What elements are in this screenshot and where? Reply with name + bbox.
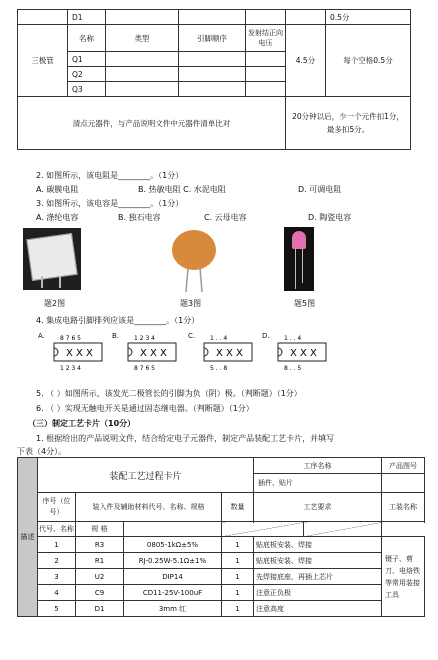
d1-cell: D1 bbox=[68, 10, 106, 25]
table-row: 4 C9 CD11-25V-100uF 1 注意正负极 bbox=[18, 585, 425, 601]
col-type: 类型 bbox=[106, 25, 179, 52]
svg-text:8 . . 5: 8 . . 5 bbox=[284, 365, 302, 372]
subhead-spec: 规 格 bbox=[76, 522, 124, 537]
tool-header: 工装名称 bbox=[382, 493, 425, 522]
row-q1: Q1 bbox=[68, 52, 106, 67]
desc-label: 描述 bbox=[18, 458, 38, 617]
cement-resistor-image bbox=[23, 228, 81, 290]
question-2-options bbox=[36, 184, 341, 195]
subhead-blank bbox=[222, 522, 304, 537]
row-q3: Q3 bbox=[68, 82, 106, 97]
score-transistor: 4.5分 bbox=[286, 25, 326, 97]
seq-header: 序号（位号） bbox=[38, 493, 76, 522]
svg-text:X X X: X X X bbox=[66, 348, 93, 359]
table-row: 5 D1 3mm 红 1 注意高度 bbox=[18, 601, 425, 617]
question-5: 5. （ ）如图所示，该发光二极管长的引脚为负（阴）极。（判断题）（1分） bbox=[36, 389, 302, 398]
tools-cell: 镊子、剪刀、电烙铁等常用装接工具 bbox=[382, 537, 425, 617]
qty-header: 数量 bbox=[222, 493, 254, 522]
col-pin: 引脚顺序 bbox=[179, 25, 246, 52]
proc-name-value: 插件、贴片 bbox=[254, 474, 382, 493]
section-3-heading: （三）制定工艺卡片（10分） bbox=[28, 419, 136, 428]
check-text: 清点元器件，与产品说明文件中元器件清单比对 bbox=[18, 97, 286, 150]
table-row: 3 U2 DIP14 1 先焊接底座，再插上芯片 bbox=[18, 569, 425, 585]
req-header: 工艺要求 bbox=[254, 493, 382, 522]
svg-text:X X X: X X X bbox=[140, 348, 167, 359]
row-q2: Q2 bbox=[68, 67, 106, 82]
svg-text:1 . . 4: 1 . . 4 bbox=[210, 335, 228, 342]
transistor-label: 三极管 bbox=[18, 25, 68, 97]
q3-option-d: D. 陶瓷电容 bbox=[308, 213, 352, 222]
question-3-options bbox=[36, 212, 351, 223]
q3-option-a: A. 涤纶电容 bbox=[36, 213, 79, 222]
q2-option-a: A. 碳膜电阻 bbox=[36, 185, 79, 194]
svg-text:1 2 3 4: 1 2 3 4 bbox=[134, 335, 155, 342]
question-4: 4. 集成电路引脚排列应该是________。（1分） bbox=[36, 316, 200, 325]
svg-text:5 . . 8: 5 . . 8 bbox=[210, 365, 228, 372]
component-check-table bbox=[17, 9, 411, 150]
svg-text:X X X: X X X bbox=[290, 348, 317, 359]
q2-option-bc: B. 热敏电阻 C. 水泥电阻 bbox=[138, 185, 226, 194]
ceramic-capacitor-image bbox=[168, 228, 220, 292]
caption-fig5: 题5图 bbox=[294, 299, 316, 308]
svg-text:1 2 3 4: 1 2 3 4 bbox=[60, 365, 81, 372]
led-image bbox=[284, 227, 314, 291]
col-name: 名称 bbox=[68, 25, 106, 52]
table-row: 1 R3 0805-1kΩ±5% 1 贴底板安装、焊接 镊子、剪刀、电烙铁等常用装接工具 bbox=[18, 537, 425, 553]
score-d1: 0.5分 bbox=[326, 10, 411, 25]
subhead-code: 代号、名称 bbox=[38, 522, 76, 537]
question-3: 3. 如图所示，该电容是________。（1分） bbox=[36, 199, 184, 208]
caption-fig2: 题2图 bbox=[44, 299, 66, 308]
q2-option-d: D. 可调电阻 bbox=[298, 185, 342, 194]
prod-drawing-label: 产品图号 bbox=[382, 458, 425, 474]
col-voltage: 发射结正向电压 bbox=[246, 25, 286, 52]
check-score: 20分钟以后，少一个元件扣1分，最多扣5分。 bbox=[286, 97, 411, 150]
section-3-text-1: 1. 根据给出的产品说明文件，结合给定电子元器件，制定产品装配工艺卡片，并填写 bbox=[36, 434, 335, 443]
question-2: 2. 如图所示，该电阻是________。（1分） bbox=[36, 171, 184, 180]
card-title: 装配工艺过程卡片 bbox=[38, 458, 254, 493]
svg-text:X X X: X X X bbox=[216, 348, 243, 359]
svg-text:8 7 6 5: 8 7 6 5 bbox=[134, 365, 155, 372]
svg-text:8 7 6 5: 8 7 6 5 bbox=[60, 335, 81, 342]
question-6: 6. （ ）实现无触电开关是通过固态继电器。（判断题）（1分） bbox=[36, 404, 254, 413]
score-each: 每个空格0.5分 bbox=[326, 25, 411, 97]
caption-fig3: 题3图 bbox=[180, 299, 202, 308]
materials-header: 装入件及辅助材料代号、名称、规格 bbox=[76, 493, 222, 522]
svg-text:1 . . 4: 1 . . 4 bbox=[284, 335, 302, 342]
section-3-text-2: 下表（4分）。 bbox=[17, 447, 67, 456]
assembly-process-card bbox=[17, 457, 425, 617]
table-row: 2 R1 RJ-0.25W-5.1Ω±1% 1 贴底板安装、焊接 bbox=[18, 553, 425, 569]
proc-name-label: 工序名称 bbox=[254, 458, 382, 474]
q3-option-b: B. 独石电容 bbox=[118, 213, 161, 222]
q3-option-c: C. 云母电容 bbox=[204, 213, 247, 222]
